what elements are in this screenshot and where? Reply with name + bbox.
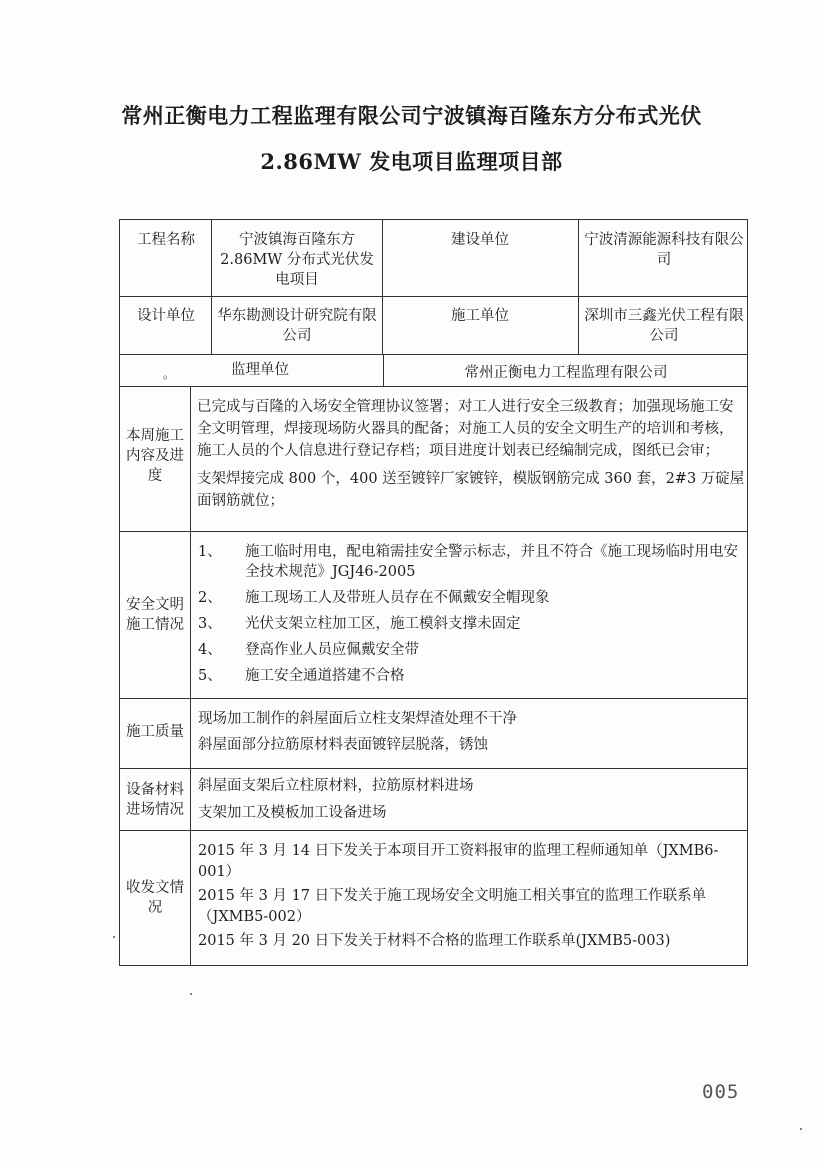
column-divider	[578, 219, 579, 354]
safety-item	[198, 542, 746, 582]
row-divider	[119, 698, 748, 699]
safety-item-number: 2、	[198, 590, 222, 606]
safety-item-number: 1、	[198, 544, 222, 560]
safety-item	[198, 666, 746, 686]
document-title-line1: 常州正衡电力工程监理有限公司宁波镇海百隆东方分布式光伏	[121, 103, 702, 128]
scan-speck	[190, 993, 192, 995]
quality-line: 现场加工制作的斜屋面后立柱支架焊渣处理不干净	[198, 711, 517, 727]
materials-label: 设备材料进场情况	[126, 782, 184, 818]
safety-item-text: 施工临时用电，配电箱需挂安全警示标志，并且不符合《施工现场临时用电安全技术规范》JGJ46-2005	[245, 544, 738, 580]
document-entry: 2015 年 3 月 20 日下发关于材料不合格的监理工作联系单(JXMB5-003)	[198, 933, 671, 949]
safety-label: 安全文明施工情况	[126, 597, 184, 633]
contractor-label: 施工单位	[451, 308, 509, 324]
progress-label: 本周施工内容及进度	[126, 428, 184, 484]
stray-mark: 。	[163, 367, 176, 381]
progress-content	[197, 396, 745, 512]
row-divider	[119, 354, 748, 355]
safety-item-text: 登高作业人员应佩戴安全带	[245, 642, 419, 658]
quality-content	[198, 706, 746, 758]
row-divider	[119, 296, 748, 297]
safety-item-text: 施工安全通道搭建不合格	[245, 668, 405, 684]
materials-line: 斜屋面支架后立柱原材料，拉筋原材料进场	[198, 778, 474, 794]
materials-line: 支架加工及模板加工设备进场	[198, 805, 387, 821]
column-divider	[190, 386, 191, 966]
safety-item-number: 4、	[198, 642, 222, 658]
quality-line: 斜屋面部分拉筋原材料表面镀锌层脱落，锈蚀	[198, 737, 488, 753]
materials-content	[198, 773, 746, 827]
page-number: 005	[702, 1081, 740, 1103]
progress-paragraph-1: 已完成与百隆的入场安全管理协议签署；对工人进行安全三级教育；加强现场施工安全文明管理，焊接现场防火器具的配备；对施工人员的安全文明生产的培训和考核，施工人员的个人信息进行登记存档；项目进度计划表已经编制完成，图纸已会审；	[197, 399, 734, 459]
column-divider	[211, 219, 212, 354]
project-name-label: 工程名称	[137, 232, 195, 248]
row-divider	[119, 768, 748, 769]
scan-speck	[800, 1128, 802, 1130]
builder-label: 建设单位	[451, 232, 509, 248]
supervisor-label: 监理单位	[231, 362, 289, 378]
column-divider	[383, 354, 384, 386]
quality-label: 施工质量	[126, 724, 184, 740]
supervisor-value: 常州正衡电力工程监理有限公司	[464, 365, 668, 381]
designer-value: 华东勘测设计研究院有限公司	[217, 308, 377, 344]
row-divider	[119, 386, 748, 387]
documents-label: 收发文情况	[126, 880, 184, 916]
builder-value: 宁波清源能源科技有限公司	[584, 232, 744, 268]
project-name-value: 宁波镇海百隆东方 2.86MW 分布式光伏发电项目	[220, 232, 374, 288]
safety-item-number: 3、	[198, 616, 222, 632]
safety-item-text: 光伏支架立柱加工区，施工模斜支撑未固定	[245, 616, 521, 632]
safety-item	[198, 614, 746, 634]
document-entry: 2015 年 3 月 17 日下发关于施工现场安全文明施工相关事宜的监理工作联系单（JXMB5-002）	[198, 888, 707, 925]
document-entry: 2015 年 3 月 14 日下发关于本项目开工资料报审的监理工程师通知单（JXMB6-001）	[198, 843, 719, 880]
row-divider	[119, 830, 748, 831]
contractor-value: 深圳市三鑫光伏工程有限公司	[584, 308, 744, 344]
safety-item-number: 5、	[198, 668, 222, 684]
safety-item-text: 施工现场工人及带班人员存在不佩戴安全帽现象	[245, 590, 550, 606]
row-divider	[119, 531, 748, 532]
safety-item	[198, 640, 746, 660]
documents-content	[198, 841, 748, 952]
progress-paragraph-2: 支架焊接完成 800 个，400 送至镀锌厂家镀锌，模版钢筋完成 360 套，2#3 万碇屋面钢筋就位；	[197, 471, 745, 509]
safety-item	[198, 588, 746, 608]
document-title-line2: 2.86MW 发电项目监理项目部	[260, 149, 563, 174]
column-divider	[382, 219, 383, 354]
safety-list	[198, 542, 746, 692]
designer-label: 设计单位	[137, 308, 195, 324]
scan-speck	[113, 936, 115, 938]
